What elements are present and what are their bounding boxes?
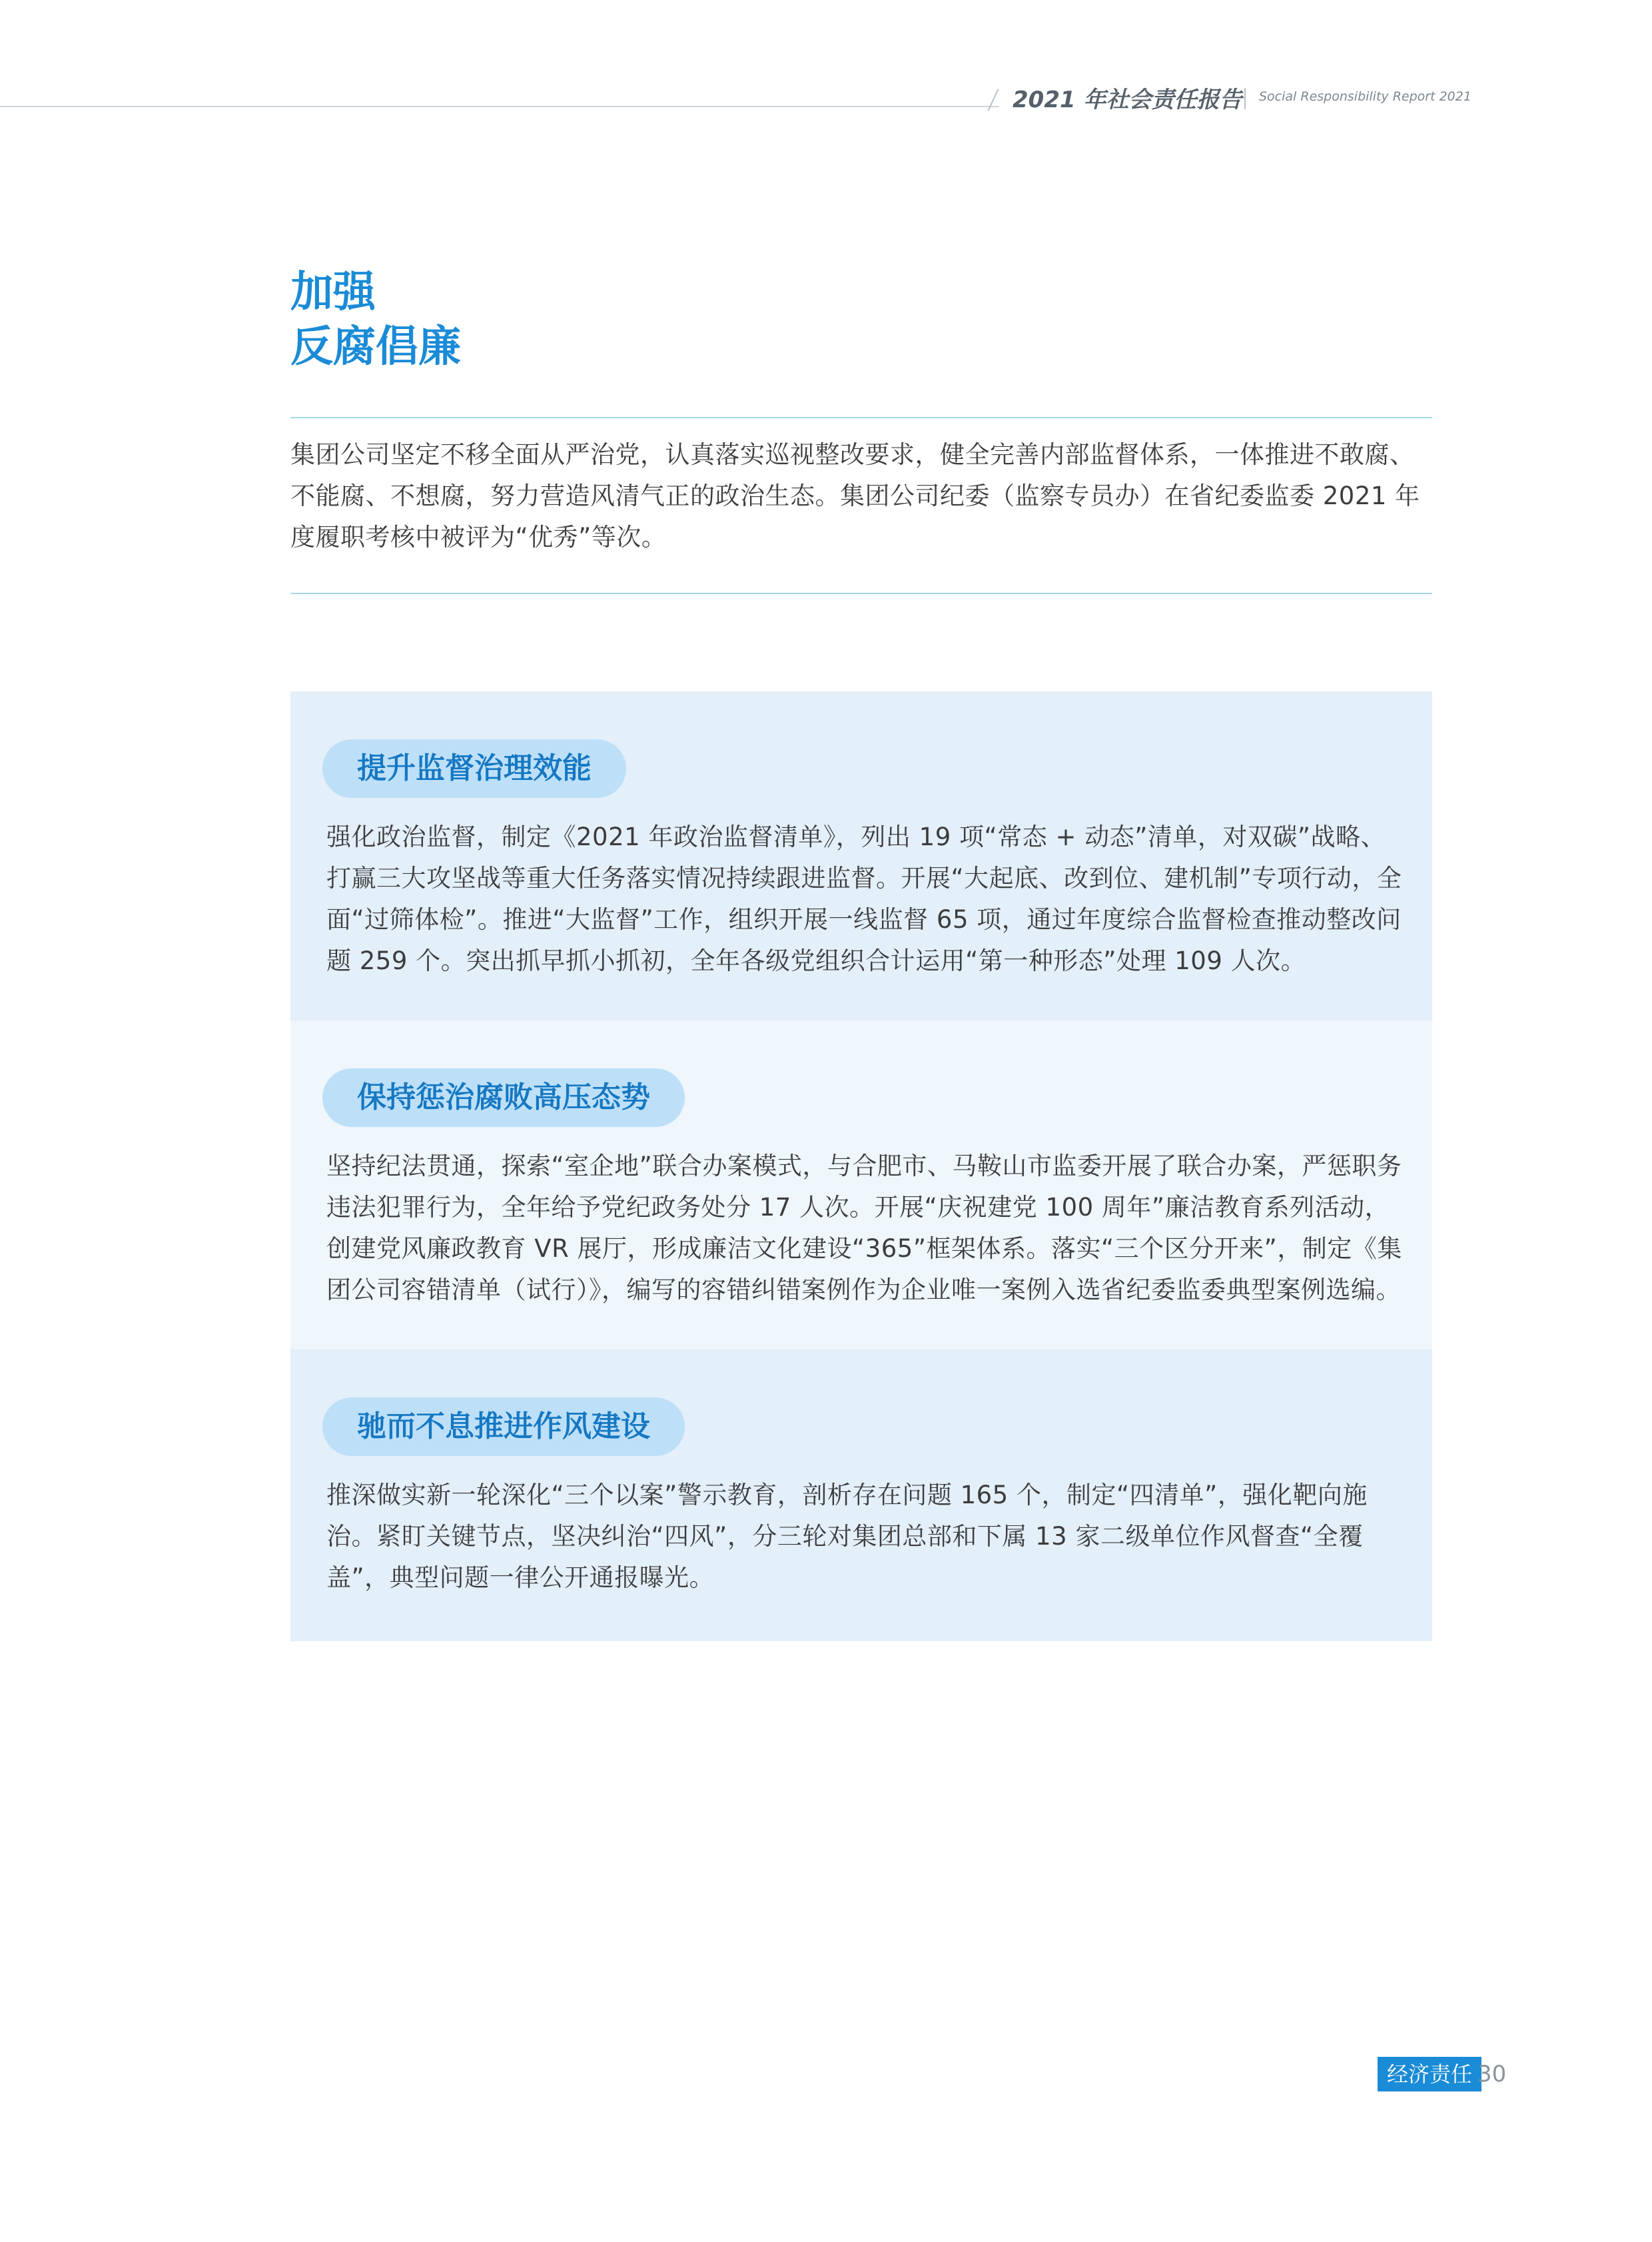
- section-title-line1: 加强: [290, 268, 376, 317]
- panel-anti-corruption: [290, 1020, 1432, 1349]
- chapter-tag: 经济责任: [1378, 2057, 1481, 2091]
- header-rule: [0, 106, 999, 107]
- panel-heading-supervision: 提升监督治理效能: [322, 739, 626, 798]
- panel-body-supervision: 强化政治监督，制定《2021 年政治监督清单》，列出 19 项“常态 + 动态”清单，对双碳”战略、打赢三大攻坚战等重大任务落实情况持续跟进监督。开展“大起底、改到位、建机制”专项行动，全面“过筛体检”。推进“大监督”工作，组织开展一线监督 65 项，通过年度综合监督检查推动整改问题 259 个。突出抓早抓小抓初，全年各级党组织合计运用“第一种形态”处理 109 人次。: [326, 823, 1402, 975]
- header-slash-decoration: [987, 89, 999, 111]
- header-separator: [1244, 88, 1246, 109]
- intro-bottom-divider: [290, 593, 1432, 594]
- page-number: 30: [1477, 2061, 1507, 2087]
- panel-heading-work-style: 驰而不息推进作风建设: [322, 1397, 685, 1456]
- panel-work-style: [290, 1349, 1432, 1641]
- section-title-line2: 反腐倡廉: [290, 322, 461, 372]
- report-title-english: Social Responsibility Report 2021: [1259, 89, 1471, 104]
- section-title: [290, 265, 461, 374]
- panel-supervision: [290, 691, 1432, 1020]
- panel-heading-anti-corruption: 保持惩治腐败高压态势: [322, 1068, 685, 1127]
- panel-body-work-style: 推深做实新一轮深化“三个以案”警示教育，剖析存在问题 165 个，制定“四清单”，强化靶向施治。紧盯关键节点，坚决纠治“四风”，分三轮对集团总部和下属 13 家二级单位作风督查“全覆盖”，典型问题一律公开通报曝光。: [326, 1481, 1368, 1592]
- panel-body-anti-corruption: 坚持纪法贯通，探索“室企地”联合办案模式，与合肥市、马鞍山市监委开展了联合办案，严惩职务违法犯罪行为，全年给予党纪政务处分 17 人次。开展“庆祝建党 100 周年”廉洁教育系列活动，创建党风廉政教育 VR 展厅，形成廉洁文化建设“365”框架体系。落实“三个区分开来”，制定《集团公司容错清单（试行）》，编写的容错纠错案例作为企业唯一案例入选省纪委监委典型案例选编。: [326, 1152, 1402, 1304]
- intro-top-divider: [290, 417, 1432, 418]
- report-title: 2021 年社会责任报告: [1013, 87, 1242, 113]
- intro-paragraph: 集团公司坚定不移全面从严治党，认真落实巡视整改要求，健全完善内部监督体系，一体推进不敢腐、不能腐、不想腐，努力营造风清气正的政治生态。集团公司纪委（监察专员办）在省纪委监委 2021 年度履职考核中被评为“优秀”等次。: [290, 440, 1420, 552]
